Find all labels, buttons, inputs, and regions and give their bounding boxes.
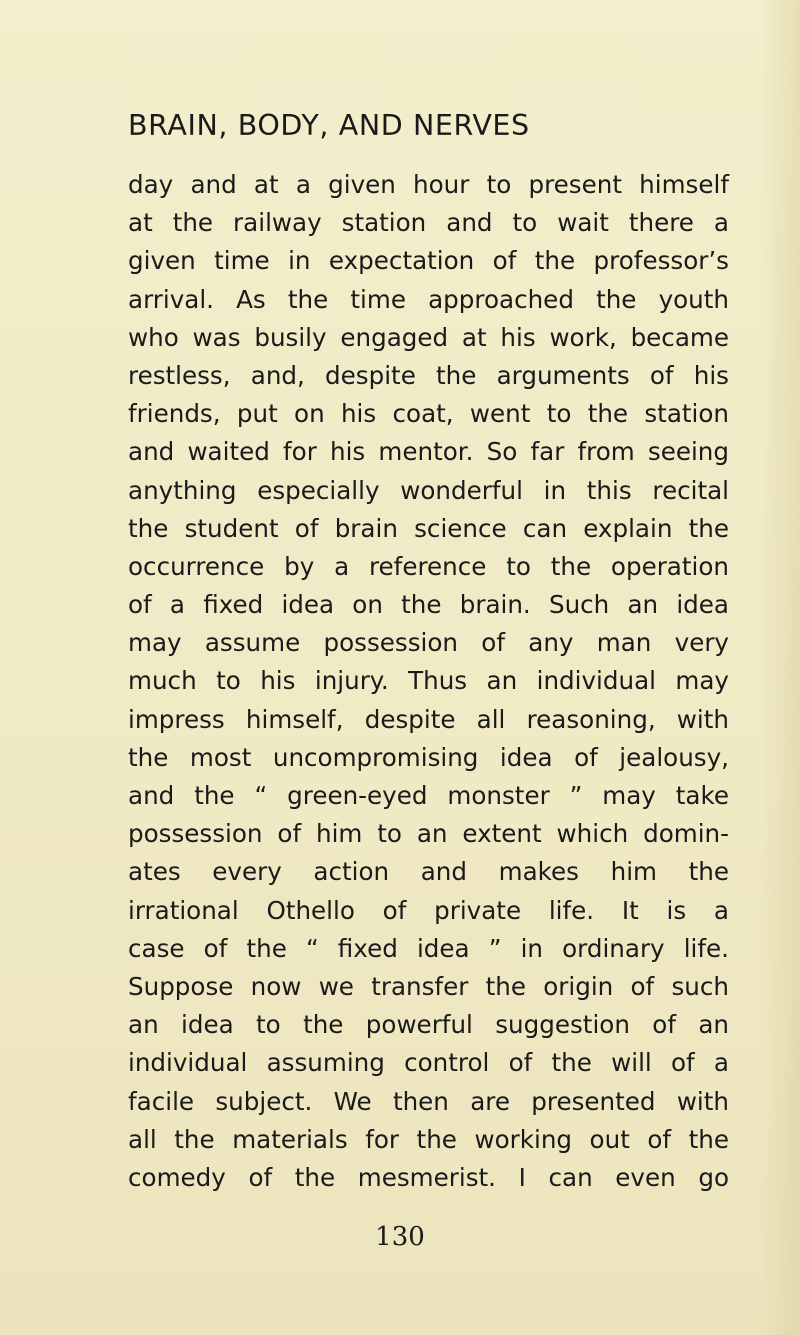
text-line: day and at a given hour to present himself	[128, 170, 729, 199]
text-line: and waited for his mentor. So far from seeing	[128, 437, 729, 467]
text-line: who was busily engaged at his work, became	[128, 322, 729, 352]
text-line: may assume possession of any man very	[128, 628, 729, 658]
text-line: the most uncompromising idea of jealousy,	[128, 742, 729, 772]
text-line: anything especially wonderful in this recital	[128, 475, 729, 505]
text-line: the student of brain science can explain the	[128, 513, 729, 543]
text-line: friends, put on his coat, went to the station	[128, 399, 729, 429]
text-line: comedy of the mesmerist. I can even go	[128, 1162, 729, 1192]
body-paragraph	[128, 166, 729, 1197]
text-line: occurrence by a reference to the operation	[128, 551, 729, 581]
text-line: case of the “ fixed idea ” in ordinary life.	[128, 933, 729, 963]
text-line: possession of him to an extent which domin-	[128, 819, 729, 849]
text-line: arrival. As the time approached the youth	[128, 284, 729, 314]
text-line: and the “ green-eyed monster ” may take	[128, 781, 729, 810]
text-line: much to his injury. Thus an individual may	[128, 666, 729, 696]
text-line: impress himself, despite all reasoning, with	[128, 704, 729, 734]
running-head: BRAIN, BODY, AND NERVES	[128, 109, 530, 142]
text-line: all the materials for the working out of the	[128, 1124, 729, 1154]
text-line: of a fixed idea on the brain. Such an idea	[128, 590, 729, 620]
text-line: individual assuming control of the will of a	[128, 1048, 729, 1078]
text-line: an idea to the powerful suggestion of an	[128, 1010, 729, 1040]
text-line: irrational Othello of private life. It is a	[128, 895, 729, 925]
text-line: ates every action and makes him the	[128, 857, 729, 887]
text-line: Suppose now we transfer the origin of such	[128, 971, 729, 1001]
text-line: at the railway station and to wait there a	[128, 208, 729, 238]
text-line: restless, and, despite the arguments of his	[128, 360, 729, 390]
page-number: 130	[375, 1222, 425, 1252]
text-line: facile subject. We then are presented with	[128, 1086, 729, 1116]
text-line: given time in expectation of the professor’s	[128, 246, 729, 276]
